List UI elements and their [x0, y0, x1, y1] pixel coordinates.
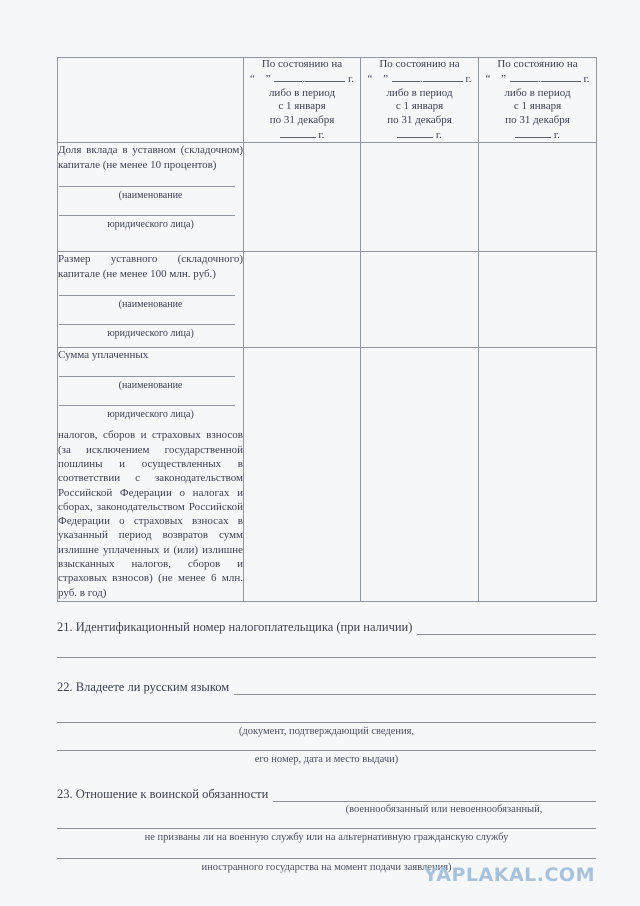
form-content	[57, 57, 596, 874]
answer-line	[57, 816, 596, 829]
header-date-blank: “ ” . г.	[249, 73, 355, 86]
blank-year	[280, 127, 316, 138]
answer-blank	[234, 679, 596, 695]
table-row-taxes-sum	[58, 348, 597, 602]
answer-line	[57, 738, 596, 751]
caption-legal-entity: юридического лица)	[107, 328, 194, 340]
empty-data-cell	[479, 252, 597, 348]
row-label-taxes-sum	[58, 348, 244, 602]
header-line: с 1 января	[395, 100, 444, 113]
row-text: Доля вклада в уставном (складочном) капитале (не менее 10 процентов)	[58, 144, 243, 171]
row-label-share-capital	[58, 143, 244, 252]
answer-line	[57, 844, 596, 859]
blank-line	[59, 367, 235, 377]
row-label-charter-capital	[58, 252, 244, 348]
row-text: Размер уставного (складочного) капитале (не менее 100 млн. руб.)	[58, 253, 243, 280]
blank-line	[59, 177, 235, 187]
questions-section	[57, 619, 596, 874]
column-header-period-3	[479, 58, 597, 143]
caption-legal-entity: юридического лица)	[107, 219, 194, 231]
question-23	[57, 786, 596, 802]
empty-data-cell	[479, 348, 597, 602]
blank-month	[305, 71, 345, 82]
empty-data-cell	[361, 348, 479, 602]
question-22-label: 22. Владеете ли русским языком	[57, 680, 230, 695]
empty-data-cell	[361, 143, 479, 252]
question-23-label: 23. Отношение к воинской обязанности	[57, 787, 269, 802]
empty-data-cell	[361, 252, 479, 348]
header-date-blank: “ ” . г.	[485, 73, 590, 86]
header-line: По состоянию на	[261, 58, 343, 70]
row-text: Сумма уплаченных	[58, 349, 149, 362]
caption-military-liable: (военнообязанный или невоеннообязанный,	[345, 804, 543, 816]
empty-corner-cell	[58, 58, 244, 143]
header-year-blank: г.	[244, 127, 360, 142]
header-line: либо в период	[504, 86, 571, 99]
header-line: с 1 января	[513, 100, 562, 113]
empty-data-cell	[479, 143, 597, 252]
caption-foreign-state: иностранного государства на момент подачи заявления)	[201, 862, 452, 874]
answer-line	[57, 695, 596, 723]
question-22	[57, 679, 596, 695]
header-line: с 1 января	[278, 100, 326, 113]
criteria-table	[57, 57, 597, 602]
caption-name: (наименование	[118, 380, 183, 392]
blank-month	[423, 71, 463, 82]
table-row-charter-capital	[58, 252, 597, 348]
header-year-blank: г.	[479, 127, 596, 142]
header-line: по 31 декабря	[269, 113, 335, 126]
caption-document-number-date: его номер, дата и место выдачи)	[254, 754, 399, 766]
blank-line	[59, 396, 235, 406]
blank-line	[59, 315, 235, 325]
table-header-row	[58, 58, 597, 143]
blank-month	[541, 71, 581, 82]
watermark-yaplakal: YAPLAKAL.COM	[423, 864, 595, 886]
header-line: по 31 декабря	[505, 113, 570, 126]
row-text-continuation: налогов, сборов и страховых взносов (за исключением государственной пошлины и осуществленных в соответствии с законодательством Российской Федерации о налогах и сборах, законодательством Российской Федерации о страховых взносах в указанный период возвратов сумм излишне уплаченных и (или) излишне взысканных налогов, сборов и страховых взносов) (не менее 6 млн. руб. в год)	[58, 429, 243, 599]
blank-day	[392, 71, 420, 82]
empty-data-cell	[244, 143, 361, 252]
name-of-entity-block	[58, 367, 243, 425]
caption-legal-entity: юридического лица)	[107, 409, 194, 421]
blank-day	[510, 71, 538, 82]
header-line: либо в период	[386, 86, 453, 99]
caption-document-confirming: (документ, подтверждающий сведения,	[238, 726, 415, 738]
blank-line	[59, 286, 235, 296]
empty-data-cell	[244, 348, 361, 602]
blank-line	[59, 206, 235, 216]
question-21	[57, 619, 596, 635]
blank-day	[274, 71, 302, 82]
blank-year	[515, 127, 551, 138]
name-of-entity-block	[58, 177, 243, 235]
name-of-entity-block	[58, 286, 243, 344]
answer-blank	[417, 619, 596, 635]
header-date-blank: “ ” . г.	[367, 73, 472, 86]
header-line: По состоянию на	[497, 58, 578, 70]
caption-name: (наименование	[118, 299, 183, 311]
caption-name: (наименование	[118, 190, 183, 202]
answer-blank	[273, 786, 596, 802]
column-header-period-2	[361, 58, 479, 143]
caption-military-service: не призваны ли на военную службу или на альтернативную гражданскую службу	[144, 832, 509, 844]
table-row-share-capital	[58, 143, 597, 252]
header-line: по 31 декабря	[387, 113, 452, 126]
column-header-period-1	[244, 58, 361, 143]
header-year-blank: г.	[361, 127, 478, 142]
answer-line	[57, 635, 596, 658]
empty-data-cell	[244, 252, 361, 348]
blank-year	[397, 127, 433, 138]
header-line: либо в период	[268, 86, 336, 99]
header-line: По состоянию на	[379, 58, 460, 70]
question-21-label: 21. Идентификационный номер налогоплательщика (при наличии)	[57, 620, 413, 635]
